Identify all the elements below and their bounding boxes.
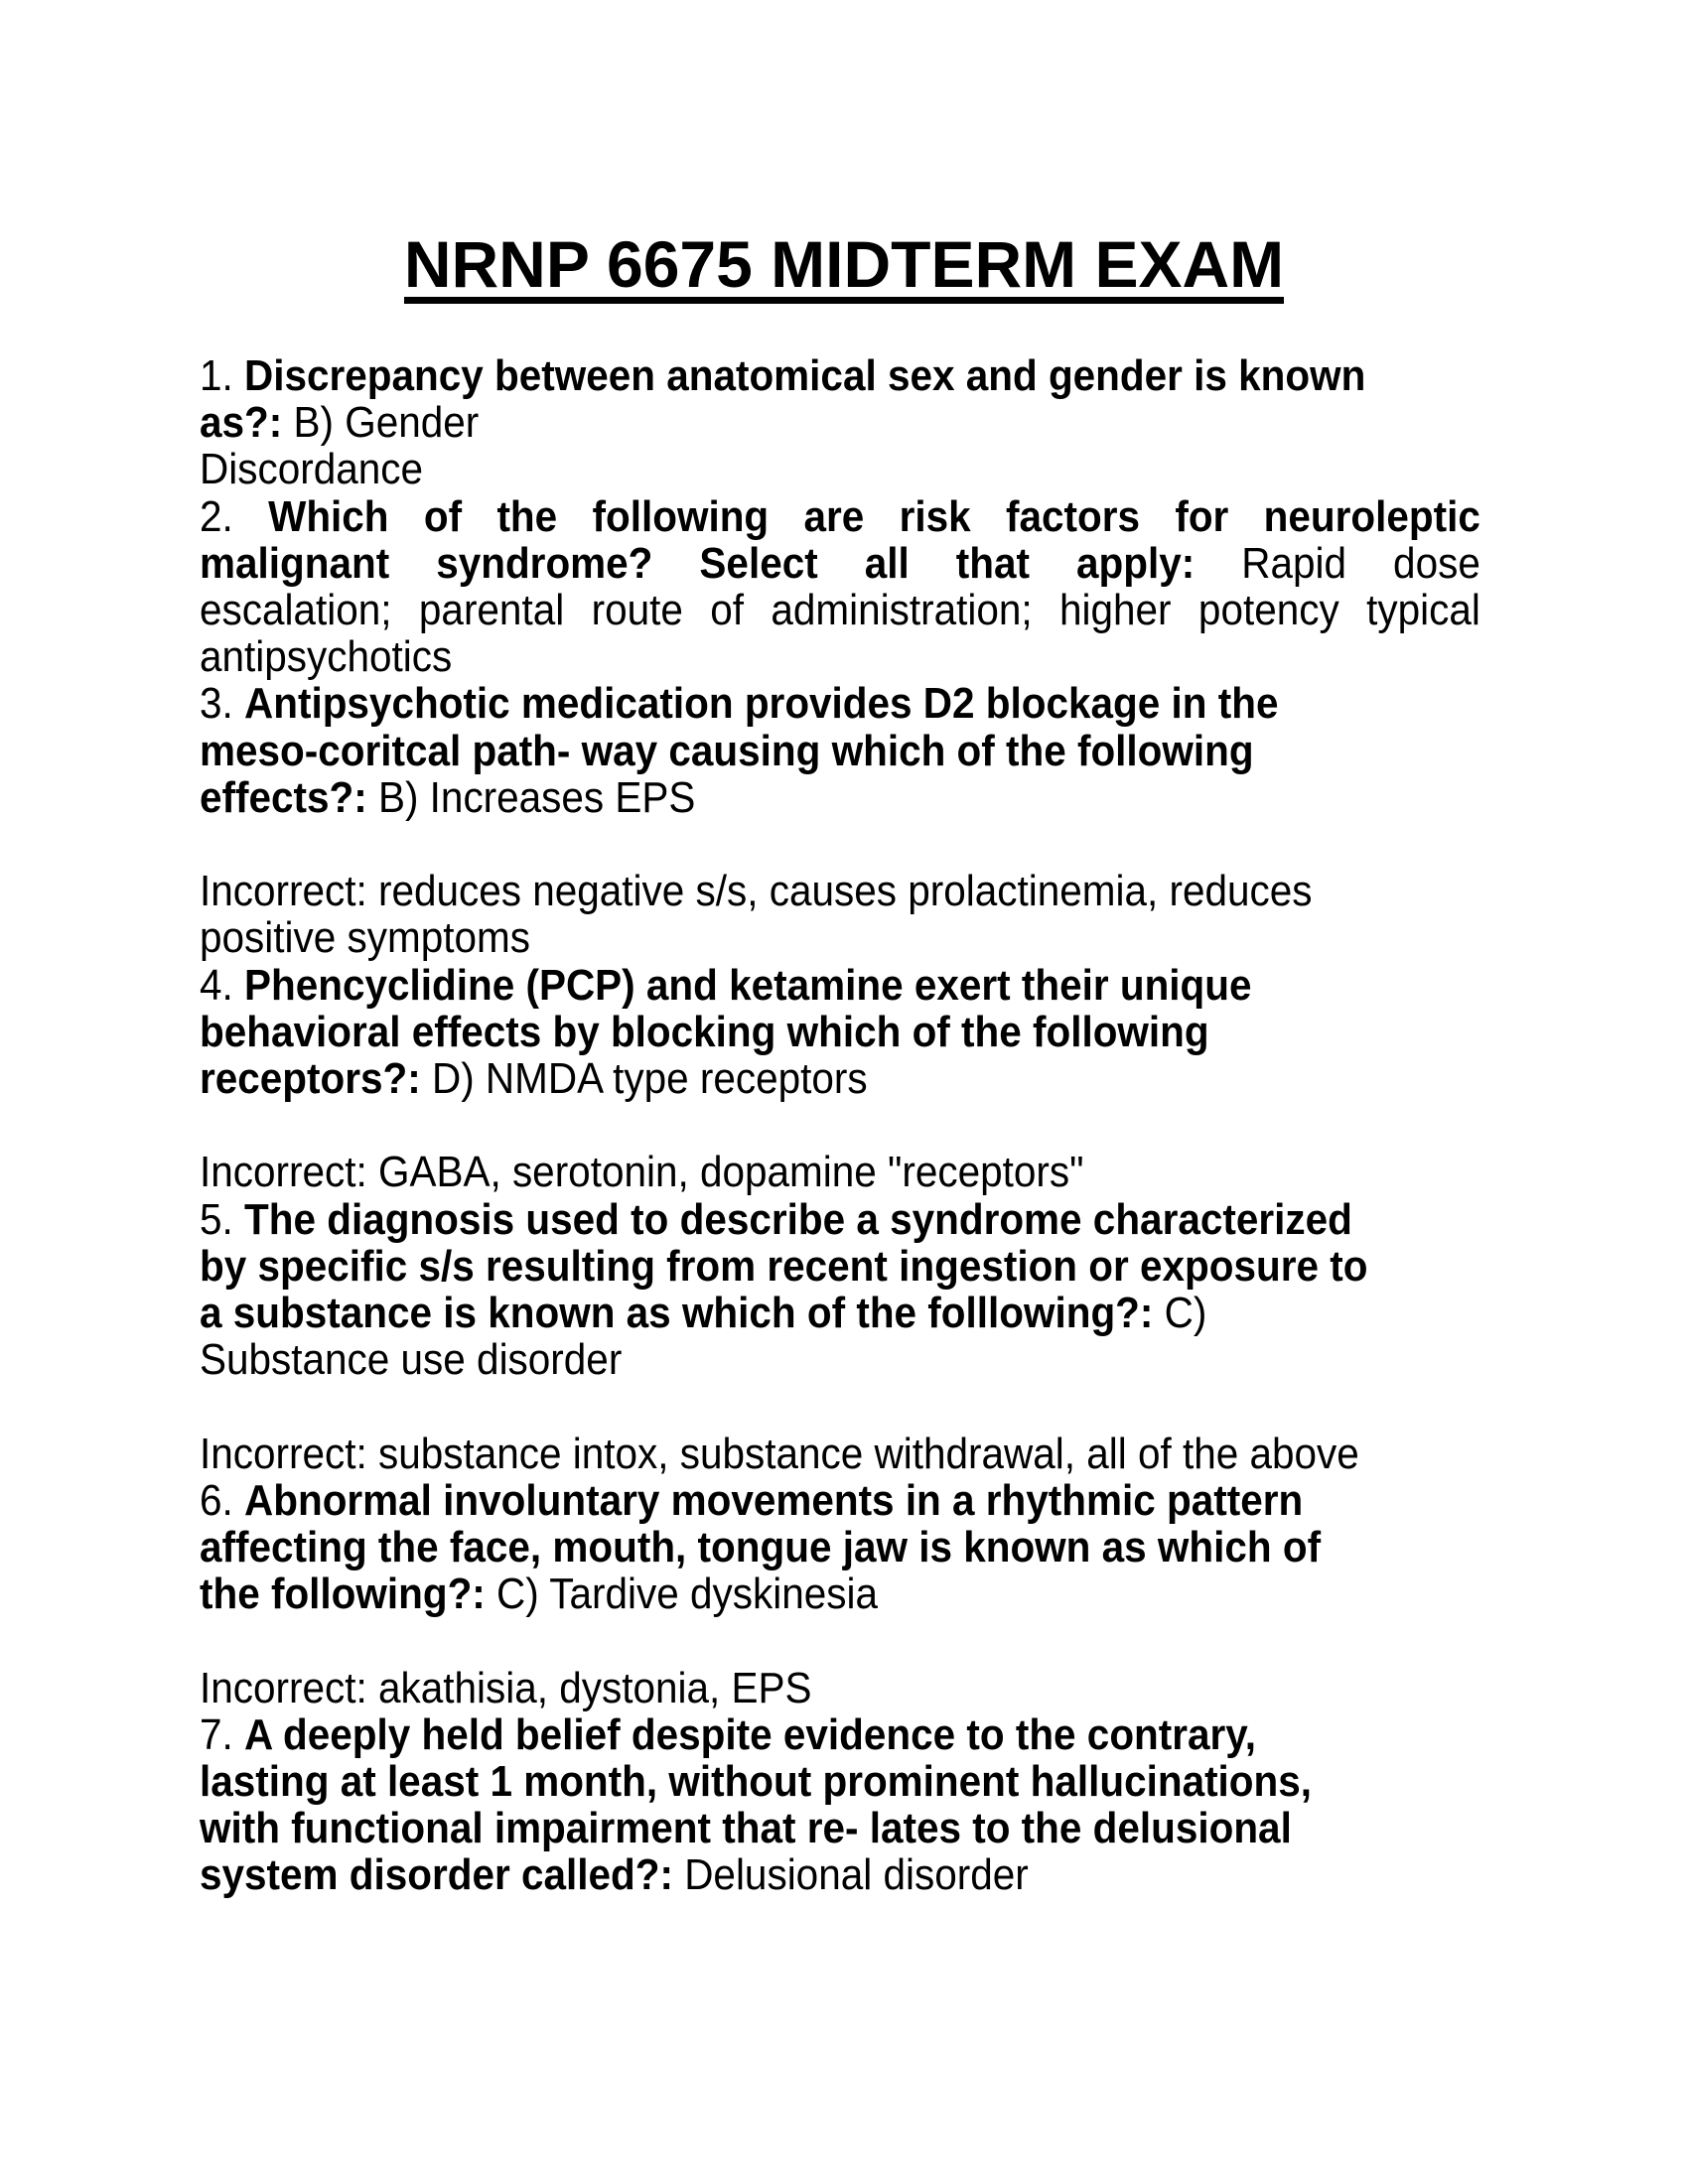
question-6 (200, 1477, 1480, 1711)
question-text-bold: behavioral effects by blocking which of the following (200, 1007, 1209, 1056)
question-1 (200, 352, 1480, 493)
answer-text: positive symptoms (200, 913, 530, 963)
question-line (200, 1711, 1480, 1758)
answer-text: antipsychotics (200, 632, 453, 682)
question-text-bold: with functional impairment that re- lates to the delusional (200, 1804, 1292, 1853)
question-line (200, 680, 1480, 727)
answer-text: 3. (200, 679, 245, 729)
answer-text: 7. (200, 1709, 245, 1759)
question-text-bold: system disorder called?: (200, 1850, 673, 1900)
question-text-bold: affecting the face, mouth, tongue jaw is known as which of (200, 1523, 1322, 1572)
question-5 (200, 1196, 1480, 1477)
question-line (200, 493, 1480, 540)
question-line (200, 1009, 1480, 1055)
page-title (0, 224, 1688, 304)
question-text-bold: Which of the following are risk factors for neuroleptic (268, 491, 1480, 541)
blank-line (200, 1383, 1480, 1430)
answer-text: 1. (200, 351, 245, 400)
question-line (200, 540, 1480, 587)
question-text-bold: Discrepancy between anatomical sex and gender is known (244, 351, 1366, 400)
question-text-bold: Abnormal involuntary movements in a rhythmic pattern (244, 1475, 1304, 1525)
question-line (200, 399, 1480, 446)
answer-text: Discordance (200, 445, 423, 494)
page-title-text: NRNP 6675 MIDTERM EXAM (404, 231, 1284, 304)
answer-text: Incorrect: reduces negative s/s, causes prolactinemia, reduces (200, 867, 1313, 916)
question-4 (200, 962, 1480, 1196)
question-text-bold: by specific s/s resulting from recent ingestion or exposure to (200, 1241, 1368, 1291)
question-line (200, 1570, 1480, 1617)
answer-text: Delusional disorder (672, 1850, 1029, 1900)
blank-line (200, 821, 1480, 868)
question-text-bold: The diagnosis used to describe a syndrome characterized (244, 1194, 1352, 1244)
question-line (200, 1336, 1480, 1383)
question-list (200, 352, 1480, 1899)
answer-text: 4. (200, 960, 245, 1010)
question-line (200, 1196, 1480, 1243)
question-line (200, 1524, 1480, 1570)
question-line (200, 587, 1480, 633)
question-line (200, 728, 1480, 774)
question-line (200, 1055, 1480, 1102)
answer-text: B) Increases EPS (366, 772, 696, 822)
question-line (200, 1758, 1480, 1805)
blank-line (200, 1102, 1480, 1149)
answer-text: 5. (200, 1194, 245, 1244)
question-text-bold: effects?: (200, 772, 367, 822)
answer-text: escalation; parental route of administration; higher potency typical (200, 586, 1480, 635)
question-text-bold: Antipsychotic medication provides D2 blockage in the (244, 679, 1279, 729)
question-text-bold: A deeply held belief despite evidence to the contrary, (244, 1709, 1257, 1759)
question-line (200, 914, 1480, 961)
question-text-bold: a substance is known as which of the folllowing?: (200, 1289, 1154, 1338)
answer-text: Substance use disorder (200, 1335, 623, 1385)
question-line (200, 446, 1480, 492)
question-text-bold: Phencyclidine (PCP) and ketamine exert their unique (244, 960, 1252, 1010)
question-text-bold: the following?: (200, 1570, 486, 1619)
blank-line (200, 1617, 1480, 1664)
answer-text: Incorrect: akathisia, dystonia, EPS (200, 1663, 812, 1712)
answer-text: 2. (200, 491, 269, 541)
answer-text: Rapid dose (1195, 538, 1480, 588)
answer-text: 6. (200, 1475, 245, 1525)
question-line (200, 1851, 1480, 1898)
question-line (200, 774, 1480, 821)
answer-text: Incorrect: substance intox, substance withdrawal, all of the above (200, 1429, 1359, 1478)
question-line (200, 1805, 1480, 1851)
answer-text: Incorrect: GABA, serotonin, dopamine "receptors" (200, 1148, 1084, 1197)
question-line (200, 962, 1480, 1009)
question-line (200, 352, 1480, 399)
question-line (200, 1149, 1480, 1195)
question-text-bold: receptors?: (200, 1054, 421, 1104)
answer-text: D) NMDA type receptors (420, 1054, 868, 1104)
answer-text: C) (1153, 1289, 1207, 1338)
question-text-bold: malignant syndrome? Select all that apply: (200, 538, 1196, 588)
question-line (200, 1290, 1480, 1336)
question-3 (200, 680, 1480, 961)
answer-text: C) Tardive dyskinesia (485, 1570, 879, 1619)
answer-text: B) Gender (282, 398, 480, 448)
question-line (200, 633, 1480, 680)
question-text-bold: as?: (200, 398, 283, 448)
question-line (200, 1431, 1480, 1477)
question-line (200, 1665, 1480, 1711)
question-text-bold: lasting at least 1 month, without prominent hallucinations, (200, 1757, 1313, 1807)
question-line (200, 868, 1480, 914)
question-text-bold: meso-coritcal path- way causing which of the following (200, 726, 1254, 775)
question-2 (200, 493, 1480, 681)
question-7 (200, 1711, 1480, 1899)
question-line (200, 1477, 1480, 1524)
question-line (200, 1243, 1480, 1290)
